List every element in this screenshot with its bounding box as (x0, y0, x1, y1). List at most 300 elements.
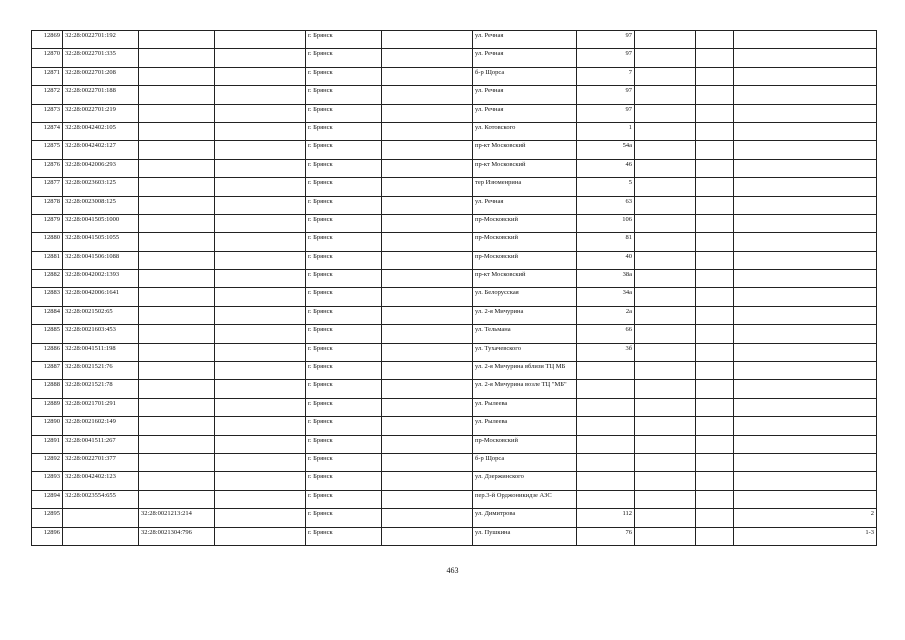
col-9-cell (635, 306, 696, 324)
table-row (32, 86, 877, 104)
col-4-cell (215, 343, 306, 361)
cadastral-number-alt-cell (139, 67, 215, 85)
col-4-cell (215, 86, 306, 104)
house-number-cell: 97 (577, 31, 635, 49)
city-cell: г. Брянск (306, 196, 382, 214)
street-cell: б-р Щорса (473, 67, 577, 85)
house-number-cell (577, 472, 635, 490)
cadastral-number-cell: 32:28:0042402:105 (63, 122, 139, 140)
table-row (32, 362, 877, 380)
register-rows (32, 31, 877, 546)
city-cell: г. Брянск (306, 159, 382, 177)
cadastral-number-alt-cell (139, 196, 215, 214)
col-10-cell (696, 453, 734, 471)
city-cell: г. Брянск (306, 398, 382, 416)
col-9-cell (635, 509, 696, 527)
cadastral-number-alt-cell (139, 233, 215, 251)
city-cell: г. Брянск (306, 288, 382, 306)
cadastral-number-cell: 32:28:0022701:335 (63, 49, 139, 67)
city-cell: г. Брянск (306, 86, 382, 104)
col-6-cell (382, 86, 473, 104)
col-9-cell (635, 196, 696, 214)
city-cell: г. Брянск (306, 325, 382, 343)
col-6-cell (382, 49, 473, 67)
house-number-cell (577, 435, 635, 453)
house-number-cell: 97 (577, 104, 635, 122)
col-11-cell (734, 362, 877, 380)
cadastral-number-alt-cell (139, 214, 215, 232)
col-4-cell (215, 435, 306, 453)
row-number-cell: 12891 (32, 435, 63, 453)
col-6-cell (382, 306, 473, 324)
col-10-cell (696, 509, 734, 527)
table-row (32, 214, 877, 232)
col-11-cell (734, 141, 877, 159)
row-number-cell: 12892 (32, 453, 63, 471)
col-6-cell (382, 509, 473, 527)
col-4-cell (215, 122, 306, 140)
row-number-cell: 12882 (32, 270, 63, 288)
cadastral-number-cell: 32:28:0021602:149 (63, 417, 139, 435)
row-number-cell: 12886 (32, 343, 63, 361)
row-number-cell: 12895 (32, 509, 63, 527)
city-cell: г. Брянск (306, 527, 382, 545)
table-row (32, 233, 877, 251)
table-row (32, 527, 877, 545)
table-row (32, 453, 877, 471)
table-row (32, 122, 877, 140)
table-row (32, 417, 877, 435)
col-10-cell (696, 270, 734, 288)
cadastral-number-alt-cell: 32:28:0021304:796 (139, 527, 215, 545)
col-9-cell (635, 435, 696, 453)
col-9-cell (635, 472, 696, 490)
city-cell: г. Брянск (306, 380, 382, 398)
col-11-cell (734, 490, 877, 508)
col-11-cell: 2 (734, 509, 877, 527)
row-number-cell: 12870 (32, 49, 63, 67)
col-10-cell (696, 490, 734, 508)
col-10-cell (696, 343, 734, 361)
cadastral-number-cell: 32:28:0042402:123 (63, 472, 139, 490)
house-number-cell: 97 (577, 49, 635, 67)
street-cell: ул. Речная (473, 31, 577, 49)
street-cell: ул. Дзержинского (473, 472, 577, 490)
city-cell: г. Брянск (306, 214, 382, 232)
col-4-cell (215, 196, 306, 214)
cadastral-number-alt-cell (139, 472, 215, 490)
table-row (32, 325, 877, 343)
col-4-cell (215, 159, 306, 177)
col-10-cell (696, 159, 734, 177)
col-4-cell (215, 49, 306, 67)
street-cell: ул. 2-я Мичурина вблизи ТЦ МБ (473, 362, 577, 380)
table-row (32, 141, 877, 159)
house-number-cell: 1 (577, 122, 635, 140)
col-9-cell (635, 251, 696, 269)
street-cell: ул. Речная (473, 86, 577, 104)
city-cell: г. Брянск (306, 453, 382, 471)
col-11-cell (734, 178, 877, 196)
col-10-cell (696, 178, 734, 196)
house-number-cell (577, 490, 635, 508)
col-11-cell (734, 270, 877, 288)
col-6-cell (382, 417, 473, 435)
row-number-cell: 12869 (32, 31, 63, 49)
house-number-cell: 7 (577, 67, 635, 85)
house-number-cell: 54а (577, 141, 635, 159)
house-number-cell: 106 (577, 214, 635, 232)
col-10-cell (696, 67, 734, 85)
street-cell: б-р Щорса (473, 453, 577, 471)
street-cell: пр-кт Московский (473, 141, 577, 159)
house-number-cell: 5 (577, 178, 635, 196)
street-cell: ул. 2-я Мичурина возле ТЦ "МБ" (473, 380, 577, 398)
col-11-cell (734, 159, 877, 177)
col-4-cell (215, 362, 306, 380)
cadastral-number-alt-cell (139, 141, 215, 159)
col-6-cell (382, 362, 473, 380)
row-number-cell: 12871 (32, 67, 63, 85)
col-4-cell (215, 104, 306, 122)
cadastral-number-cell: 32:28:0022701:219 (63, 104, 139, 122)
house-number-cell: 38а (577, 270, 635, 288)
row-number-cell: 12880 (32, 233, 63, 251)
col-6-cell (382, 251, 473, 269)
table-row (32, 490, 877, 508)
cadastral-number-alt-cell: 32:28:0021213:214 (139, 509, 215, 527)
col-9-cell (635, 325, 696, 343)
col-9-cell (635, 86, 696, 104)
col-11-cell (734, 233, 877, 251)
street-cell: пер.3-й Орджоникидзе АЗС (473, 490, 577, 508)
col-6-cell (382, 453, 473, 471)
col-11-cell (734, 288, 877, 306)
col-6-cell (382, 380, 473, 398)
col-6-cell (382, 325, 473, 343)
cadastral-number-alt-cell (139, 86, 215, 104)
cadastral-number-alt-cell (139, 380, 215, 398)
col-11-cell (734, 435, 877, 453)
col-11-cell (734, 196, 877, 214)
house-number-cell: 76 (577, 527, 635, 545)
col-10-cell (696, 251, 734, 269)
street-cell: пр-Московский (473, 214, 577, 232)
table-row (32, 31, 877, 49)
cadastral-number-cell: 32:28:0041505:1055 (63, 233, 139, 251)
col-11-cell (734, 343, 877, 361)
col-11-cell (734, 86, 877, 104)
col-4-cell (215, 251, 306, 269)
cadastral-number-alt-cell (139, 159, 215, 177)
col-9-cell (635, 417, 696, 435)
col-6-cell (382, 270, 473, 288)
col-6-cell (382, 472, 473, 490)
col-6-cell (382, 67, 473, 85)
city-cell: г. Брянск (306, 49, 382, 67)
street-cell: ул. 2-я Мичурина (473, 306, 577, 324)
street-cell: ул. Рылеева (473, 417, 577, 435)
col-6-cell (382, 343, 473, 361)
page-number: 463 (446, 566, 459, 575)
street-cell: ул. Пушкина (473, 527, 577, 545)
table-row (32, 472, 877, 490)
cadastral-number-cell: 32:28:0042006:293 (63, 159, 139, 177)
cadastral-number-cell (63, 509, 139, 527)
col-10-cell (696, 86, 734, 104)
cadastral-number-alt-cell (139, 49, 215, 67)
row-number-cell: 12877 (32, 178, 63, 196)
cadastral-number-cell: 32:28:0021603:453 (63, 325, 139, 343)
row-number-cell: 12890 (32, 417, 63, 435)
cadastral-number-cell (63, 527, 139, 545)
city-cell: г. Брянск (306, 233, 382, 251)
col-10-cell (696, 325, 734, 343)
col-6-cell (382, 288, 473, 306)
col-9-cell (635, 453, 696, 471)
col-10-cell (696, 233, 734, 251)
cadastral-number-cell: 32:28:0022701:188 (63, 86, 139, 104)
table-row (32, 288, 877, 306)
col-11-cell (734, 472, 877, 490)
row-number-cell: 12879 (32, 214, 63, 232)
street-cell: пр-кт Московский (473, 159, 577, 177)
col-9-cell (635, 398, 696, 416)
col-4-cell (215, 67, 306, 85)
col-9-cell (635, 233, 696, 251)
col-10-cell (696, 288, 734, 306)
col-9-cell (635, 31, 696, 49)
col-9-cell (635, 214, 696, 232)
city-cell: г. Брянск (306, 472, 382, 490)
city-cell: г. Брянск (306, 104, 382, 122)
city-cell: г. Брянск (306, 417, 382, 435)
house-number-cell: 112 (577, 509, 635, 527)
cadastral-number-cell: 32:28:0023008:125 (63, 196, 139, 214)
cadastral-number-cell: 32:28:0021521:76 (63, 362, 139, 380)
row-number-cell: 12894 (32, 490, 63, 508)
city-cell: г. Брянск (306, 490, 382, 508)
table-row (32, 509, 877, 527)
street-cell: ул. Котовского (473, 122, 577, 140)
cadastral-number-alt-cell (139, 178, 215, 196)
col-6-cell (382, 233, 473, 251)
street-cell: тер Изюменрина (473, 178, 577, 196)
col-9-cell (635, 178, 696, 196)
col-11-cell (734, 380, 877, 398)
street-cell: ул. Тельмана (473, 325, 577, 343)
col-10-cell (696, 214, 734, 232)
cadastral-number-cell: 32:28:0022701:208 (63, 67, 139, 85)
row-number-cell: 12896 (32, 527, 63, 545)
col-6-cell (382, 141, 473, 159)
cadastral-number-cell: 32:28:0041506:1088 (63, 251, 139, 269)
col-9-cell (635, 104, 696, 122)
cadastral-number-cell: 32:28:0042002:1393 (63, 270, 139, 288)
col-6-cell (382, 398, 473, 416)
street-cell: ул. Димитрова (473, 509, 577, 527)
col-9-cell (635, 141, 696, 159)
col-11-cell (734, 214, 877, 232)
row-number-cell: 12878 (32, 196, 63, 214)
col-10-cell (696, 122, 734, 140)
row-number-cell: 12888 (32, 380, 63, 398)
city-cell: г. Брянск (306, 31, 382, 49)
city-cell: г. Брянск (306, 306, 382, 324)
col-6-cell (382, 104, 473, 122)
street-cell: ул. Речная (473, 104, 577, 122)
col-9-cell (635, 67, 696, 85)
table-row (32, 49, 877, 67)
city-cell: г. Брянск (306, 178, 382, 196)
col-11-cell (734, 417, 877, 435)
col-6-cell (382, 122, 473, 140)
col-10-cell (696, 435, 734, 453)
row-number-cell: 12875 (32, 141, 63, 159)
col-4-cell (215, 288, 306, 306)
col-6-cell (382, 196, 473, 214)
street-cell: пр-Московский (473, 233, 577, 251)
table-row (32, 196, 877, 214)
row-number-cell: 12893 (32, 472, 63, 490)
cadastral-number-cell: 32:28:0041511:267 (63, 435, 139, 453)
cadastral-number-alt-cell (139, 104, 215, 122)
row-number-cell: 12889 (32, 398, 63, 416)
table-row (32, 270, 877, 288)
col-4-cell (215, 325, 306, 343)
house-number-cell (577, 417, 635, 435)
col-10-cell (696, 31, 734, 49)
col-11-cell (734, 453, 877, 471)
cadastral-number-alt-cell (139, 453, 215, 471)
cadastral-number-cell: 32:28:0041511:198 (63, 343, 139, 361)
cadastral-number-alt-cell (139, 325, 215, 343)
cadastral-number-cell: 32:28:0021502:65 (63, 306, 139, 324)
col-9-cell (635, 490, 696, 508)
city-cell: г. Брянск (306, 343, 382, 361)
col-11-cell (734, 398, 877, 416)
col-10-cell (696, 196, 734, 214)
col-9-cell (635, 159, 696, 177)
street-cell: ул. Речная (473, 49, 577, 67)
col-10-cell (696, 417, 734, 435)
city-cell: г. Брянск (306, 270, 382, 288)
col-11-cell: 1-3 (734, 527, 877, 545)
house-number-cell: 3б (577, 343, 635, 361)
row-number-cell: 12874 (32, 122, 63, 140)
city-cell: г. Брянск (306, 67, 382, 85)
col-9-cell (635, 362, 696, 380)
col-11-cell (734, 306, 877, 324)
col-10-cell (696, 141, 734, 159)
col-11-cell (734, 104, 877, 122)
table-row (32, 306, 877, 324)
house-number-cell: 66 (577, 325, 635, 343)
cadastral-number-alt-cell (139, 31, 215, 49)
street-cell: ул. Тухачевского (473, 343, 577, 361)
col-11-cell (734, 31, 877, 49)
col-10-cell (696, 104, 734, 122)
col-11-cell (734, 122, 877, 140)
col-4-cell (215, 141, 306, 159)
col-6-cell (382, 490, 473, 508)
col-10-cell (696, 380, 734, 398)
col-4-cell (215, 527, 306, 545)
cadastral-number-cell: 32:28:0042402:127 (63, 141, 139, 159)
house-number-cell: 40 (577, 251, 635, 269)
cadastral-number-alt-cell (139, 435, 215, 453)
row-number-cell: 12883 (32, 288, 63, 306)
col-9-cell (635, 527, 696, 545)
house-number-cell: 2а (577, 306, 635, 324)
street-cell: пр-Московский (473, 251, 577, 269)
cadastral-number-alt-cell (139, 490, 215, 508)
cadastral-number-cell: 32:28:0022701:377 (63, 453, 139, 471)
house-number-cell (577, 398, 635, 416)
cadastral-number-cell: 32:28:0041505:1000 (63, 214, 139, 232)
col-4-cell (215, 490, 306, 508)
cadastral-number-cell: 32:28:0021701:291 (63, 398, 139, 416)
cadastral-number-alt-cell (139, 270, 215, 288)
col-11-cell (734, 251, 877, 269)
col-4-cell (215, 233, 306, 251)
table-row (32, 67, 877, 85)
cadastral-number-alt-cell (139, 343, 215, 361)
col-4-cell (215, 214, 306, 232)
street-cell: ул. Речная (473, 196, 577, 214)
col-10-cell (696, 362, 734, 380)
row-number-cell: 12876 (32, 159, 63, 177)
col-4-cell (215, 270, 306, 288)
row-number-cell: 12884 (32, 306, 63, 324)
city-cell: г. Брянск (306, 141, 382, 159)
table-row (32, 178, 877, 196)
col-11-cell (734, 67, 877, 85)
city-cell: г. Брянск (306, 251, 382, 269)
row-number-cell: 12872 (32, 86, 63, 104)
col-9-cell (635, 270, 696, 288)
house-number-cell (577, 453, 635, 471)
house-number-cell: 63 (577, 196, 635, 214)
cadastral-number-alt-cell (139, 122, 215, 140)
col-4-cell (215, 453, 306, 471)
table-row (32, 398, 877, 416)
house-number-cell (577, 362, 635, 380)
col-10-cell (696, 527, 734, 545)
table-row (32, 343, 877, 361)
row-number-cell: 12885 (32, 325, 63, 343)
cadastral-number-cell: 32:28:0021521:78 (63, 380, 139, 398)
col-10-cell (696, 398, 734, 416)
col-6-cell (382, 527, 473, 545)
col-11-cell (734, 49, 877, 67)
register-table (31, 30, 877, 546)
table-row (32, 380, 877, 398)
col-11-cell (734, 325, 877, 343)
col-9-cell (635, 288, 696, 306)
col-9-cell (635, 49, 696, 67)
street-cell: пр-кт Московский (473, 270, 577, 288)
street-cell: пр-Московский (473, 435, 577, 453)
col-10-cell (696, 49, 734, 67)
city-cell: г. Брянск (306, 509, 382, 527)
cadastral-number-cell: 32:28:0022701:192 (63, 31, 139, 49)
col-6-cell (382, 178, 473, 196)
row-number-cell: 12881 (32, 251, 63, 269)
table-row (32, 435, 877, 453)
cadastral-number-cell: 32:28:0023603:125 (63, 178, 139, 196)
col-4-cell (215, 31, 306, 49)
